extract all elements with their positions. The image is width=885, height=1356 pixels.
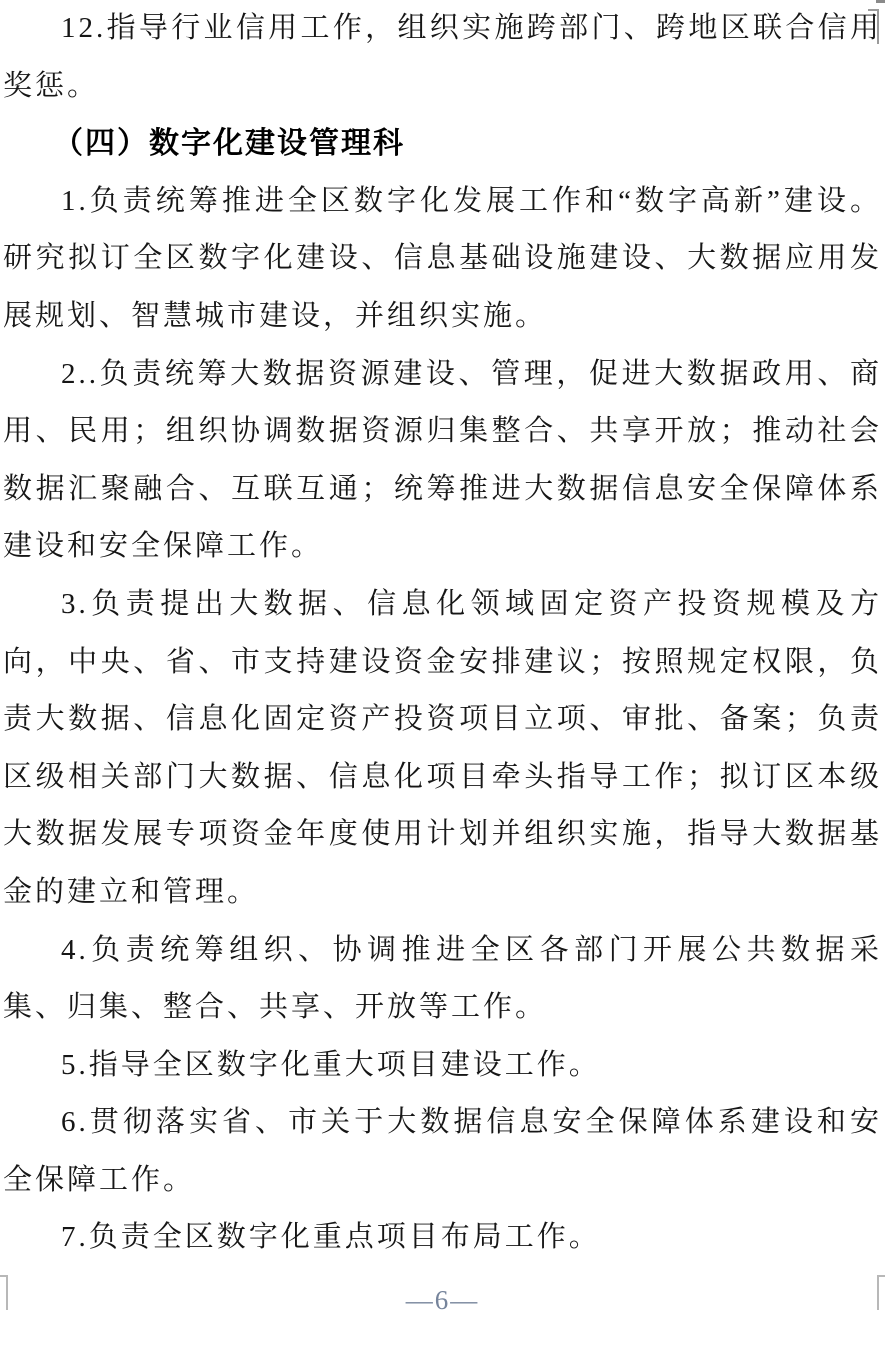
paragraph: 4.负责统筹组织、协调推进全区各部门开展公共数据采集、归集、整合、共享、开放等工作。 [3,933,882,1024]
section-heading: （四）数字化建设管理科 [53,127,405,161]
document-body [3,0,882,1267]
paragraph: 5.指导全区数字化重大项目建设工作。 [61,1048,601,1081]
paragraph: 1.负责统筹推进全区数字化发展工作和“数字高新”建设。研究拟订全区数字化建设、信息基础设施建设、大数据应用发展规划、智慧城市建设，并组织实施。 [3,184,882,332]
page-number: —6— [405,1285,480,1315]
paragraph: 6.贯彻落实省、市关于大数据信息安全保障体系建设和安全保障工作。 [3,1106,882,1196]
paragraph: 7.负责全区数字化重点项目布局工作。 [61,1221,601,1254]
paragraph: 12.指导行业信用工作，组织实施跨部门、跨地区联合信用奖惩。 [3,12,882,102]
paragraph: 3.负责提出大数据、信息化领域固定资产投资规模及方向，中央、省、市支持建设资金安排建议；按照规定权限，负责大数据、信息化固定资产投资项目立项、审批、备案；负责区级相关部门大数据、信息化项目牵头指导工作；拟订区本级大数据发展专项资金年度使用计划并组织实施，指导大数据基金的建立和管理。 [3,587,882,908]
paragraph: 2..负责统筹大数据资源建设、管理，促进大数据政用、商用、民用；组织协调数据资源归集整合、共享开放；推动社会数据汇聚融合、互联互通；统筹推进大数据信息安全保障体系建设和安全保障工作。 [3,357,882,563]
